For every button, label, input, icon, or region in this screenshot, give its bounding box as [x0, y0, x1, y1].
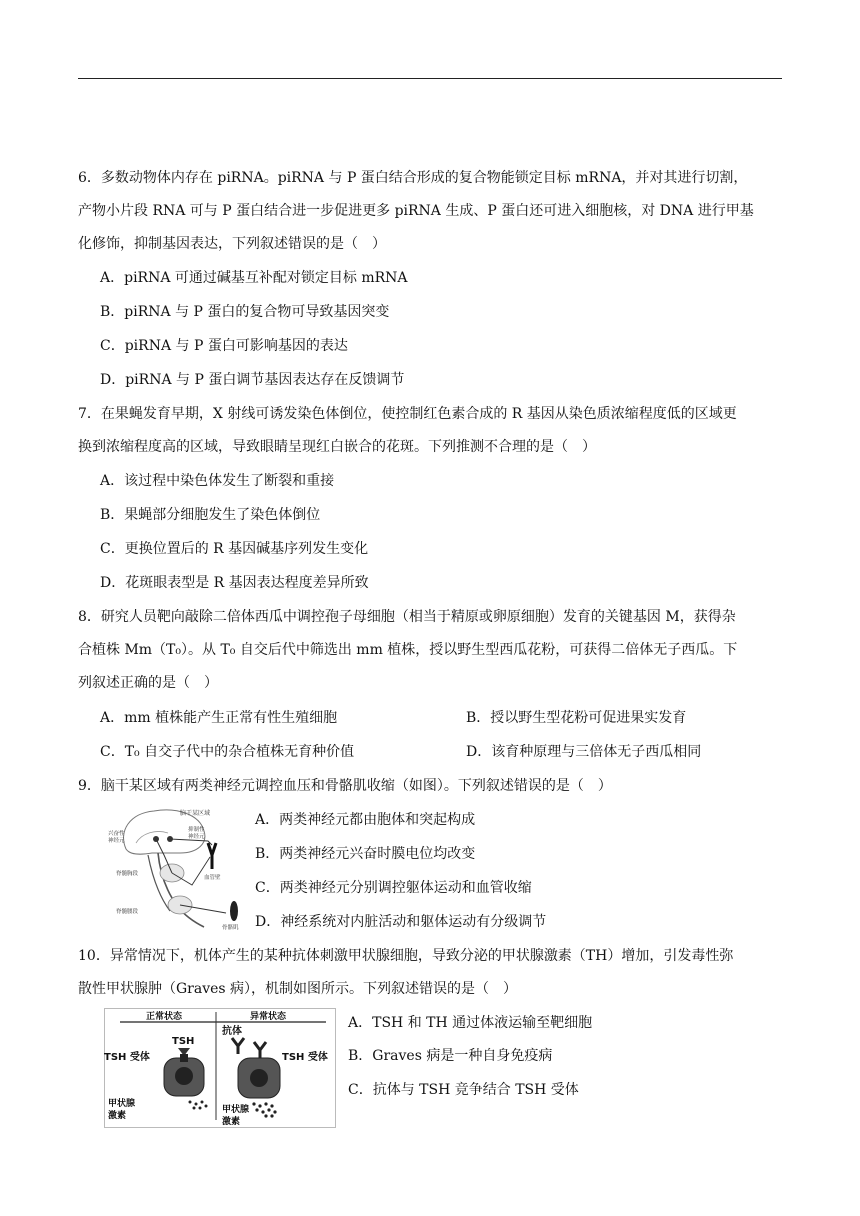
q8-stem-line-3: 列叙述正确的是（ ）	[78, 675, 218, 691]
header-rule	[78, 78, 782, 79]
q7-option-a: A．该过程中染色体发生了断裂和重接	[100, 473, 335, 489]
label-tsh-receptor-left: TSH 受体	[104, 1052, 150, 1063]
q6-option-a: A．piRNA 可通过碱基互补配对锁定目标 mRNA	[100, 270, 408, 286]
label-hormone-right-2: 激素	[222, 1117, 241, 1127]
label-cord-lower: 脊髓腰段	[116, 909, 139, 915]
label-muscle: 骨骼肌	[222, 925, 239, 931]
q10-option-a: A．TSH 和 TH 通过体液运输至靶细胞	[348, 1015, 593, 1031]
q6-option-d: D．piRNA 与 P 蛋白调节基因表达存在反馈调节	[100, 372, 405, 388]
q7-stem-line-1: 7．在果蝇发育早期，X 射线可诱发染色体倒位，使控制红色素合成的 R 基因从染色质浓缩程度低的区域更	[78, 406, 737, 422]
q9-stem: 9．脑干某区域有两类神经元调控血压和骨骼肌收缩（如图）。下列叙述错误的是（ ）	[78, 778, 612, 794]
graves-diagram	[104, 1008, 336, 1128]
q6-option-c: C．piRNA 与 P 蛋白可影响基因的表达	[100, 338, 348, 354]
q8-option-b: B．授以野生型花粉可促进果实发育	[466, 710, 687, 726]
label-abnormal: 异常状态	[250, 1012, 287, 1022]
label-normal: 正常状态	[146, 1012, 183, 1022]
label-hormone-left-2: 激素	[108, 1111, 127, 1121]
q8-option-d: D．该育种原理与三倍体无子西瓜相同	[466, 744, 702, 760]
q9-option-a: A．两类神经元都由胞体和突起构成	[255, 812, 476, 828]
neuron-diagram	[108, 803, 248, 931]
q10-option-c: C．抗体与 TSH 竞争结合 TSH 受体	[348, 1082, 579, 1098]
q10-stem-line-1: 10．异常情况下，机体产生的某种抗体刺激甲状腺细胞，导致分泌的甲状腺激素（TH）增加，引发毒性弥	[78, 948, 734, 964]
q8-stem-line-1: 8．研究人员靶向敲除二倍体西瓜中调控孢子母细胞（相当于精原或卵原细胞）发育的关键基因 M，获得杂	[78, 609, 736, 625]
q9-option-c: C．两类神经元分别调控躯体运动和血管收缩	[255, 880, 532, 896]
label-brainstem: 脑干某区域	[180, 810, 211, 817]
q6-stem-line-3: 化修饰，抑制基因表达，下列叙述错误的是（ ）	[78, 236, 386, 252]
label-antibody: 抗体	[222, 1026, 242, 1037]
label-cord-upper: 脊髓胸段	[116, 871, 139, 877]
q6-option-b: B．piRNA 与 P 蛋白的复合物可导致基因突变	[100, 304, 390, 320]
q9-option-b: B．两类神经元兴奋时膜电位均改变	[255, 846, 476, 862]
q7-stem-line-2: 换到浓缩程度高的区域，导致眼睛呈现红白嵌合的花斑。下列推测不合理的是（ ）	[78, 439, 596, 455]
label-inhibitory-1: 抑制性	[188, 827, 205, 833]
q10-option-b: B．Graves 病是一种自身免疫病	[348, 1048, 553, 1064]
q8-option-a: A．mm 植株能产生正常有性生殖细胞	[100, 710, 338, 726]
label-excitatory-1: 兴奋性	[108, 831, 125, 837]
q10-stem-line-2: 散性甲状腺肿（Graves 病），机制如图所示。下列叙述错误的是（ ）	[78, 981, 518, 997]
q9-option-d: D．神经系统对内脏活动和躯体运动有分级调节	[255, 914, 547, 930]
label-excitatory-2: 神经元	[108, 838, 125, 844]
q7-option-b: B．果蝇部分细胞发生了染色体倒位	[100, 507, 321, 523]
label-tsh: TSH	[172, 1036, 195, 1047]
q8-option-c: C．T₀ 自交子代中的杂合植株无育种价值	[100, 744, 355, 760]
label-vessel: 血管壁	[204, 875, 221, 881]
q8-stem-line-2: 合植株 Mm（T₀）。从 T₀ 自交后代中筛选出 mm 植株，授以野生型西瓜花粉，可获得二倍体无子西瓜。下	[78, 642, 738, 658]
label-inhibitory-2: 神经元	[188, 834, 205, 840]
label-hormone-left-1: 甲状腺	[108, 1099, 136, 1109]
q7-option-c: C．更换位置后的 R 基因碱基序列发生变化	[100, 541, 369, 557]
label-hormone-right-1: 甲状腺	[222, 1105, 250, 1115]
q7-option-d: D．花斑眼表型是 R 基因表达程度差异所致	[100, 575, 369, 591]
label-tsh-receptor-right: TSH 受体	[282, 1052, 328, 1063]
q6-stem-line-1: 6．多数动物体内存在 piRNA。piRNA 与 P 蛋白结合形成的复合物能锁定目标 mRNA，并对其进行切割，	[78, 170, 748, 186]
q6-stem-line-2: 产物小片段 RNA 可与 P 蛋白结合进一步促进更多 piRNA 生成、P 蛋白还可进入细胞核，对 DNA 进行甲基	[78, 203, 754, 219]
